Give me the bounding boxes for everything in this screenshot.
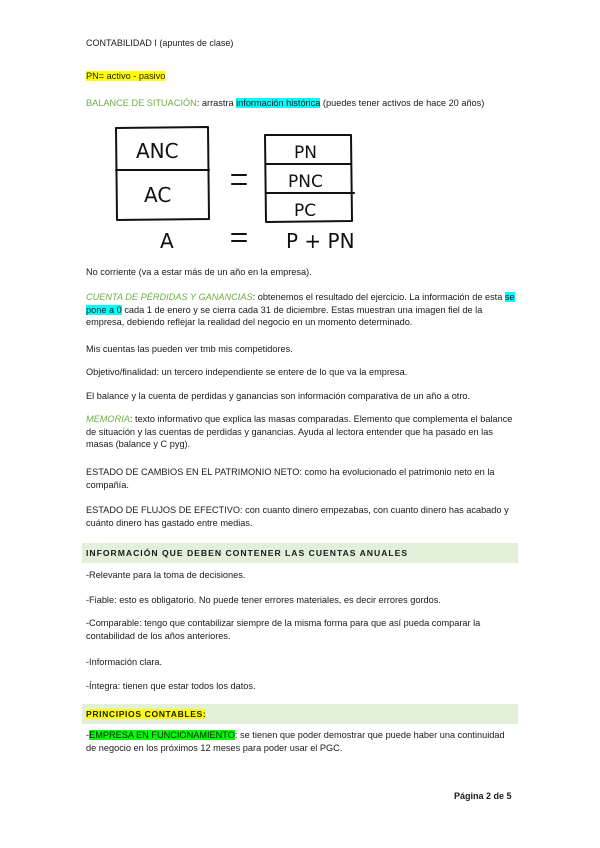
cuenta-text-2: cada 1 de enero y se cierra cada 31 de diciembre. Estas muestran una imagen fiel de la empresa, debiendo reflejar la realidad del negocio en un momento determinado. bbox=[86, 304, 483, 327]
list-item: -Información clara. bbox=[86, 657, 163, 667]
balance-cuenta-text: El balance y la cuenta de perdidas y ganancias son información comparativa de un año a otro. bbox=[86, 391, 471, 401]
balance-label: BALANCE DE SITUACIÓN bbox=[86, 98, 197, 108]
label-ac: AC bbox=[144, 183, 172, 207]
label-a: A bbox=[160, 229, 174, 253]
balance-text-1: : arrastra bbox=[196, 98, 237, 108]
memoria-text: : texto informativo que explica las masas comparadas. Elemento que complementa el balance de situación y las cuentas de perdidas y ganancias. Ayuda al lectora entender que ha pasado en las masas (balance y C pyg). bbox=[86, 414, 513, 449]
balance-text-2: (puedes tener activos de hace 20 años) bbox=[320, 98, 485, 108]
formula-text: PN= activo - pasivo bbox=[86, 71, 166, 81]
empresa-text: : se tienen que poder demostrar que puede haber una continuidad de negocio en los próximos 12 meses para poder usar el PGC. bbox=[86, 730, 505, 753]
cuenta-label: CUENTA DE PÉRDIDAS Y GANANCIAS bbox=[86, 292, 253, 302]
estado-cambios-text: : como ha evolucionado el patrimonio neto en la compañía. bbox=[86, 467, 495, 490]
memoria-paragraph bbox=[86, 413, 516, 451]
balance-highlight: información histórica bbox=[236, 98, 321, 108]
memoria-label: MEMORIA bbox=[86, 414, 130, 424]
no-corriente-text: No corriente (va a estar más de un año en la empresa). bbox=[86, 267, 312, 277]
estado-flujos-paragraph bbox=[86, 504, 516, 529]
empresa-paragraph bbox=[86, 729, 516, 754]
label-anc: ANC bbox=[136, 139, 179, 163]
objetivo-text: Objetivo/finalidad: un tercero independiente se entere de lo que va la empresa. bbox=[86, 367, 408, 377]
list-item: -Comparable: tengo que contabilizar siempre de la misma forma para que así pueda comparar la contabilidad de los años anteriores. bbox=[86, 618, 481, 641]
estado-cambios-label: ESTADO DE CAMBIOS EN EL PATRIMONIO NETO bbox=[86, 467, 300, 477]
cuenta-paragraph bbox=[86, 291, 516, 329]
estado-cambios-paragraph bbox=[86, 466, 516, 491]
estado-flujos-text: : con cuanto dinero empezabas, con cuanto dinero has acabado y cuánto dinero has gastado entre medias. bbox=[86, 505, 509, 528]
estado-flujos-label: ESTADO DE FLUJOS DE EFECTIVO bbox=[86, 505, 240, 515]
label-p-plus-pn: P + PN bbox=[286, 229, 355, 253]
empresa-highlight: EMPRESA EN FUNCIONAMIENTO bbox=[89, 730, 235, 740]
list-item: -Fiable: esto es obligatorio. No puede tener errores materiales, es decir errores gordos. bbox=[86, 595, 441, 605]
list-item: -Íntegra: tienen que estar todos los datos. bbox=[86, 681, 256, 691]
formula-line bbox=[86, 70, 516, 83]
cuenta-text-1: : obtenemos el resultado del ejercicio. La información de esta bbox=[252, 292, 505, 302]
empresa-prefix: - bbox=[86, 730, 90, 740]
balance-paragraph bbox=[86, 97, 516, 110]
section-principios-title: PRINCIPIOS CONTABLES: bbox=[86, 709, 207, 719]
cuenta-highlight: se pone a 0 bbox=[86, 292, 515, 315]
balance-sketch bbox=[100, 120, 380, 255]
page-header: CONTABILIDAD I (apuntes de clase) bbox=[86, 38, 234, 48]
label-pn: PN bbox=[294, 143, 317, 163]
label-pnc: PNC bbox=[288, 172, 323, 192]
label-pc: PC bbox=[294, 201, 317, 221]
list-item: -Relevante para la toma de decisiones. bbox=[86, 570, 246, 580]
section-principios-heading bbox=[82, 704, 518, 724]
competidores-text: Mis cuentas las pueden ver tmb mis competidores. bbox=[86, 344, 293, 354]
section-cuentas-anuales-heading: INFORMACIÓN QUE DEBEN CONTENER LAS CUENTAS ANUALES bbox=[82, 543, 518, 563]
page-number: Página 2 de 5 bbox=[454, 791, 512, 801]
